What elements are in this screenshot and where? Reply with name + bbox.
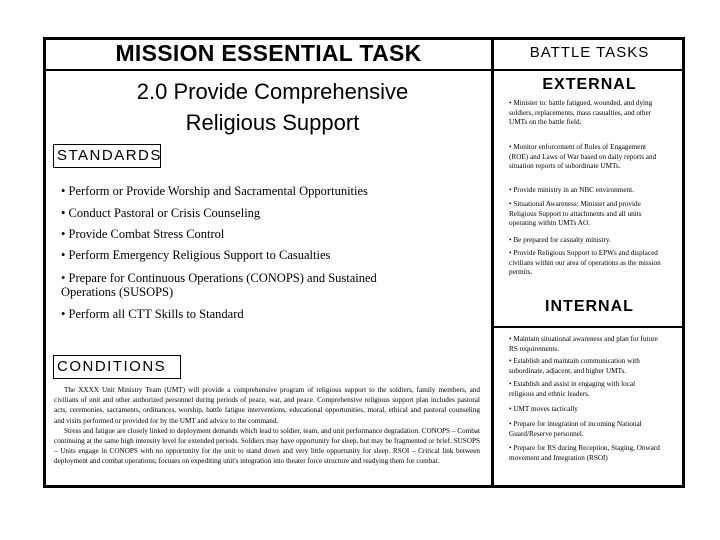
standard-item: • Perform Emergency Religious Support to Casualties [61,248,331,262]
internal-divider [491,326,685,328]
conditions-text [54,385,480,467]
external-task-item: • Monitor enforcement of Rules of Engagement (ROE) and Laws of War based on daily reports and situation reports of subordinate UMTs. [509,143,657,171]
external-task-item: • Provide Religious Support to EPWs and displaced civilians within our area of operations as the mission permits. [509,249,661,277]
internal-task-item: • Establish and assist in engaging with local religious and ethnic leaders. [509,380,636,398]
conditions-paragraph: Stress and fatigue are closely linked to deployment demands which lead to soldier, team, and unit performance degradation. CONOPS – Combat continuing at the same high intensity level for extended periods. Soldiers may have opportunity for sleep, but may be fragmented or brief. SUSOPS – Units engage in CONOPS with no opportunity for the unit to stand down and very little opportunity for sleep. RSOI – Critical link between deployment and combat operations; focuses on expediting unit's integration into theater force structure and readying them for combat. [54,426,480,466]
header-divider [43,69,685,71]
column-divider [491,37,494,488]
standard-item: • Provide Combat Stress Control [61,227,225,241]
internal-task-item: • Maintain situational awareness and plan for future RS requirements. [509,335,658,353]
standard-item: • Perform or Provide Worship and Sacramental Opportunities [61,184,368,198]
external-task-item: • Situational Awareness: Minister and provide Religious Support to attachments and all units operating within UMTs AO. [509,200,642,228]
external-task-item: • Minister to: battle fatigued, wounded, and dying soldiers, replacements, mass casualties, and other UMTs on the battle field. [509,99,653,127]
task-title-line1: 2.0 Provide Comprehensive [136,79,409,104]
standard-item: • Prepare for Continuous Operations (CONOPS) and Sustained Operations (SUSOPS) [61,271,377,299]
task-title-line2: Religious Support [185,110,360,135]
task-title [60,76,485,138]
external-heading: EXTERNAL [542,76,637,93]
standard-item: • Perform all CTT Skills to Standard [61,307,244,321]
internal-task-item: • Prepare for RS during Reception, Staging, Onward movement and Integration (RSOI) [509,444,660,462]
external-task-item: • Provide ministry in an NBC environment. [509,186,634,194]
internal-heading: INTERNAL [545,298,634,315]
battle-tasks-heading: BATTLE TASKS [529,44,650,61]
standard-item: • Conduct Pastoral or Crisis Counseling [61,206,261,220]
conditions-heading: CONDITIONS [53,355,181,379]
internal-task-item: • Prepare for integration of incoming National Guard/Reserve personnel. [509,420,642,438]
mission-title: MISSION ESSENTIAL TASK [115,40,422,66]
external-task-item: • Be prepared for casualty ministry. [509,236,611,244]
internal-task-item: • UMT moves tactically [509,405,578,413]
standards-heading: STANDARDS [53,144,161,168]
internal-task-item: • Establish and maintain communication with subordinate, adjacent, and higher UMTs. [509,357,640,375]
conditions-paragraph: The XXXX Unit Ministry Team (UMT) will provide a comprehensive program of religious support to the soldiers, family members, and civilians of unit and other authorized personnel during periods of peace, war, and peace. Comprehensive religious support plan includes pastoral acts, ceremonies, sacraments, ordinances, worship, battle fatigue interventions, educational opportunities, moral, ethical and pastoral counseling and visits performed or provided for by the UMT and advice to the command. [54,386,480,425]
